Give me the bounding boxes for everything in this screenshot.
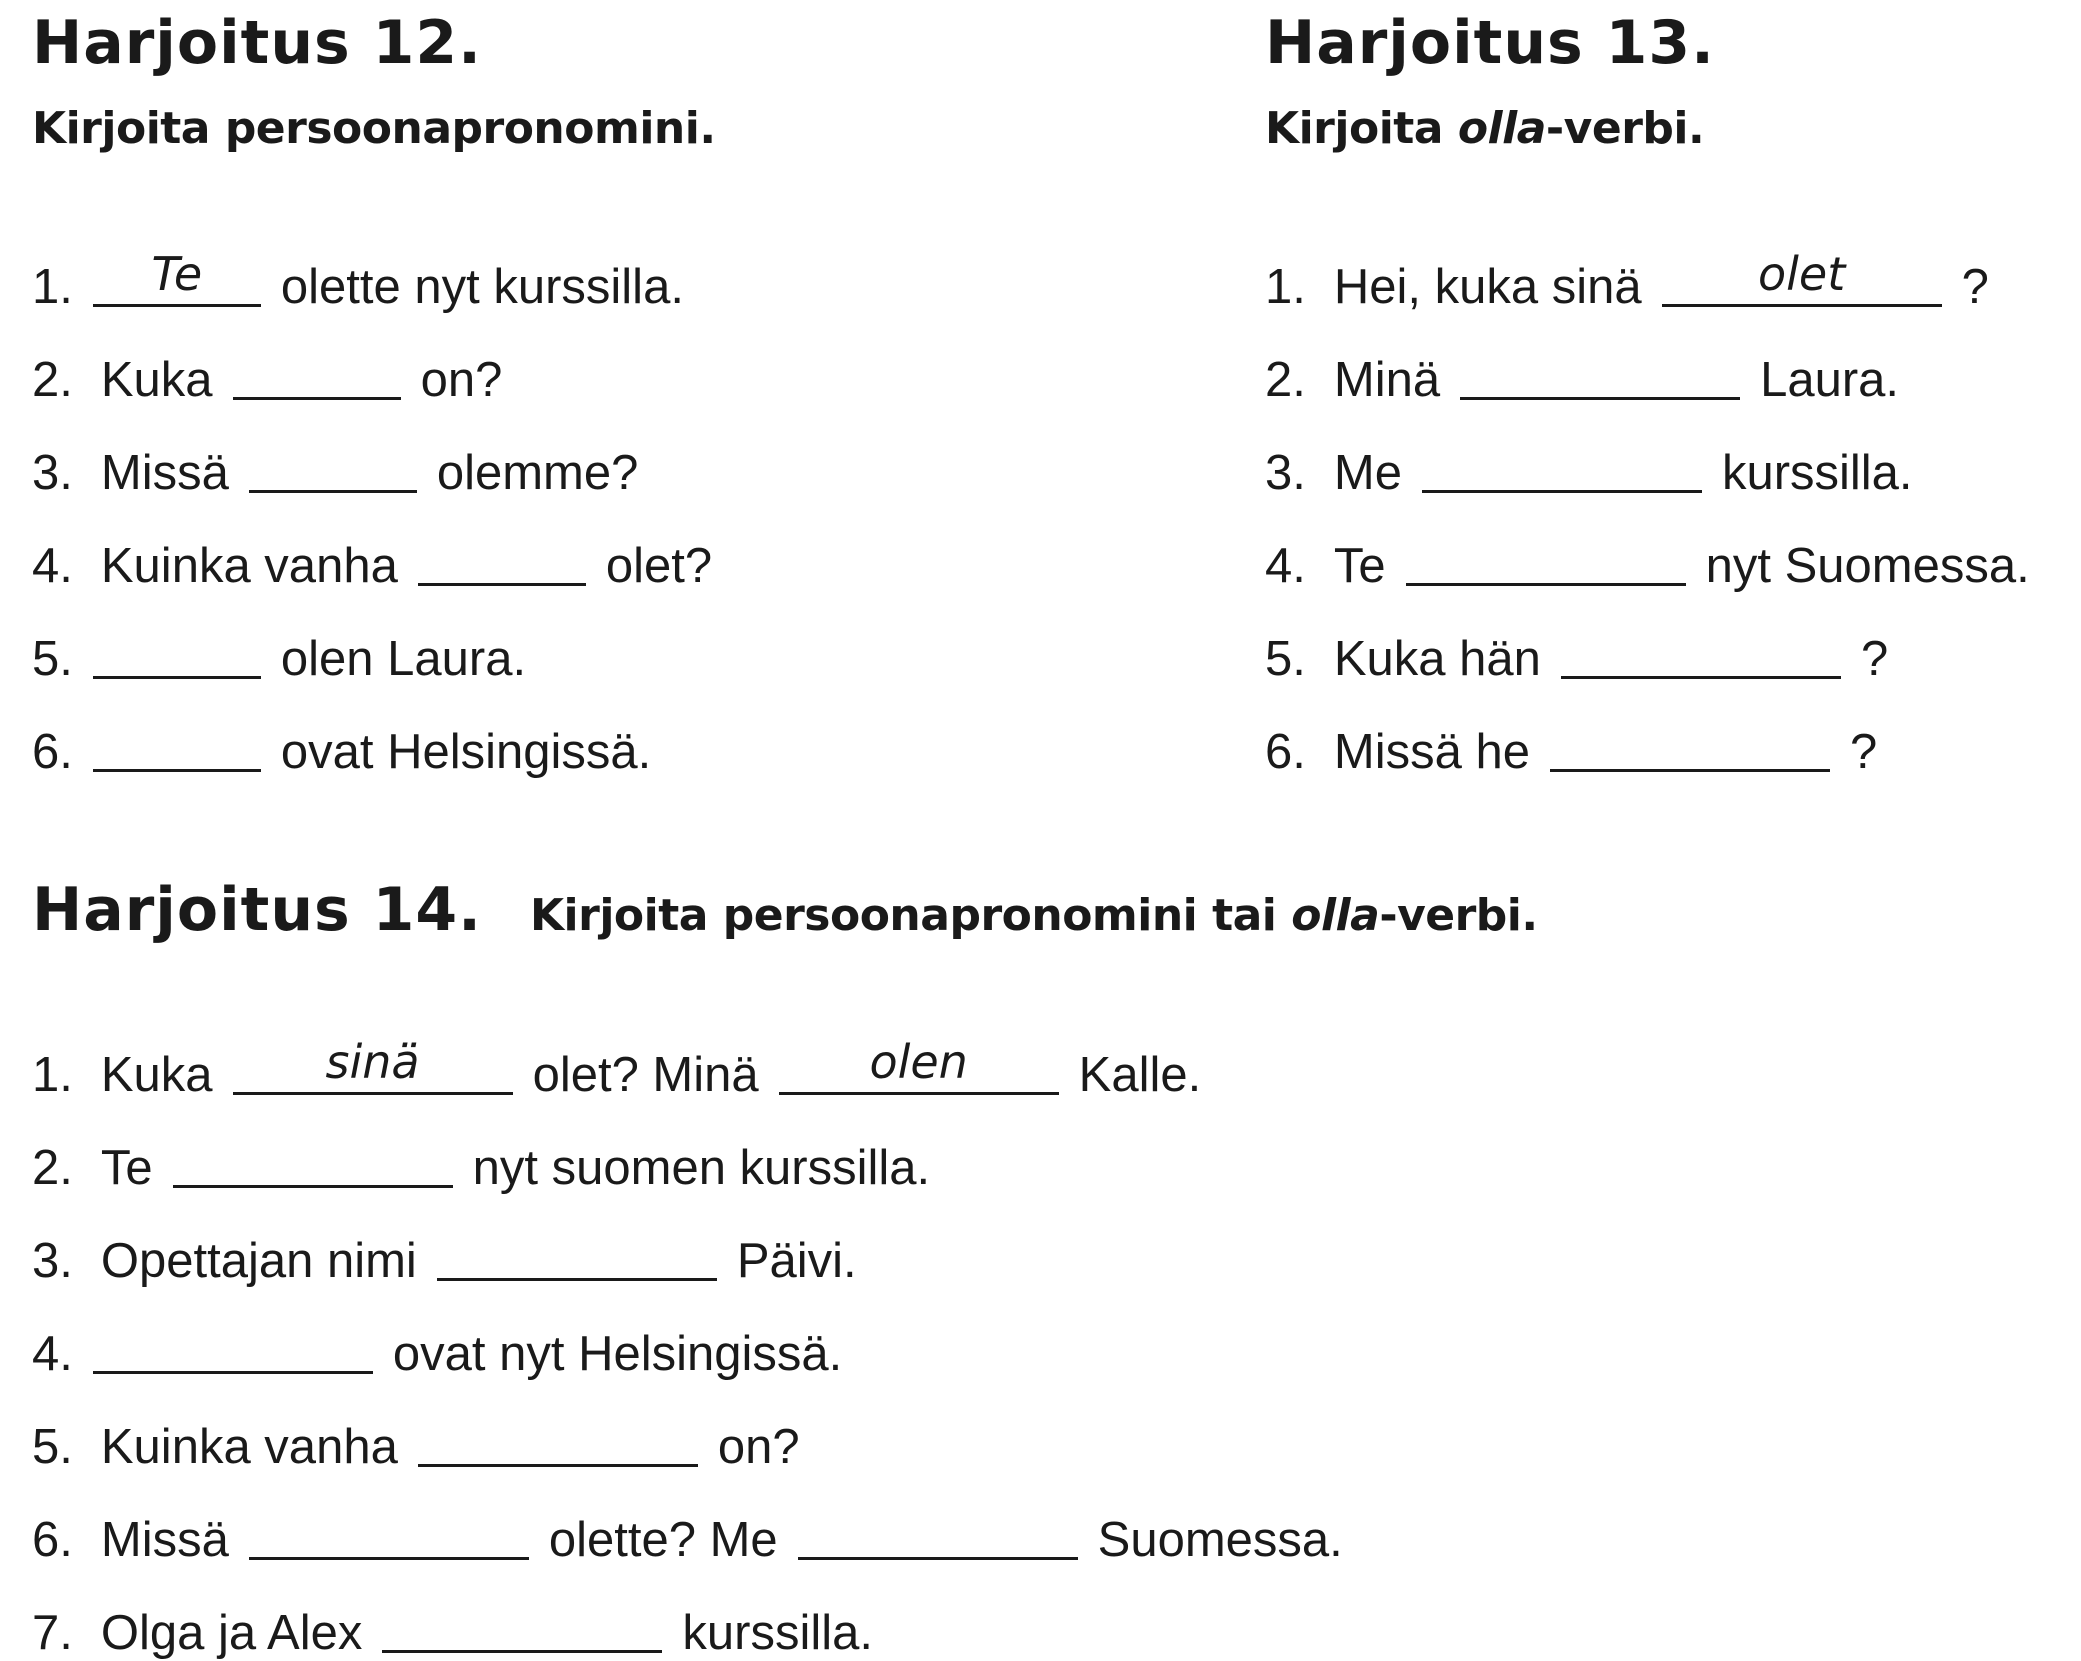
item-number: 1.	[32, 1047, 73, 1102]
answer-blank[interactable]: sinä	[233, 1040, 513, 1095]
item-number: 4.	[32, 538, 73, 593]
exercise-items	[32, 1010, 1357, 1661]
item-text-after: Kalle.	[1078, 1047, 1202, 1102]
exercise-item	[32, 1568, 1357, 1661]
item-text-before: Kuka	[100, 352, 213, 407]
answer-blank-2[interactable]: olen	[779, 1040, 1059, 1095]
exercise-instruction	[1265, 103, 1704, 154]
item-number: 5.	[32, 1419, 73, 1474]
item-text-after: ?	[1961, 259, 1989, 314]
item-number: 5.	[32, 631, 73, 686]
exercise-title: Harjoitus 12.	[32, 8, 482, 78]
exercise-item	[32, 1475, 1357, 1568]
answer-blank[interactable]	[1550, 717, 1830, 772]
answer-blank[interactable]	[382, 1598, 662, 1653]
exercise-items	[32, 222, 726, 780]
answer-blank[interactable]	[173, 1133, 453, 1188]
item-text-after: ovat Helsingissä.	[280, 724, 652, 779]
item-number: 1.	[32, 259, 73, 314]
exercise-item	[1265, 687, 2044, 780]
exercise-item	[32, 1289, 1357, 1382]
answer-blank[interactable]	[233, 345, 401, 400]
answer-blank[interactable]	[249, 438, 417, 493]
exercise-instruction	[530, 890, 1538, 941]
item-number: 3.	[1265, 445, 1306, 500]
item-text-before: Kuka hän	[1333, 631, 1541, 686]
answer-blank[interactable]: Te	[93, 252, 261, 307]
item-text-before: Missä	[100, 1512, 229, 1567]
item-text-before: Missä	[100, 445, 229, 500]
item-text-before: Kuinka vanha	[100, 538, 398, 593]
answer-blank[interactable]	[93, 1319, 373, 1374]
answer-blank[interactable]	[249, 1505, 529, 1560]
item-number: 6.	[32, 1512, 73, 1567]
item-text-after: Suomessa.	[1097, 1512, 1343, 1567]
exercise-item	[32, 408, 726, 501]
item-text-after: olen Laura.	[280, 631, 527, 686]
item-number: 3.	[32, 1233, 73, 1288]
exercise-item	[1265, 594, 2044, 687]
exercise-item	[32, 222, 726, 315]
item-text-after: ?	[1860, 631, 1889, 686]
item-text-before: Me	[1333, 445, 1402, 500]
answer-blank[interactable]	[1406, 531, 1686, 586]
item-number: 7.	[32, 1605, 73, 1660]
answer-blank[interactable]	[418, 531, 586, 586]
item-number: 5.	[1265, 631, 1306, 686]
exercise-instruction: Kirjoita persoonapronomini.	[32, 103, 716, 154]
item-text-after: on?	[717, 1419, 800, 1474]
item-number: 3.	[32, 445, 73, 500]
answer-blank[interactable]	[1422, 438, 1702, 493]
item-text-after: ?	[1849, 724, 1878, 779]
item-text-after: olemme?	[436, 445, 639, 500]
answer-blank[interactable]	[1561, 624, 1841, 679]
item-text-before: Kuka	[100, 1047, 213, 1102]
instruction-italic-word: olla	[1291, 890, 1380, 941]
instruction-text-end: -verbi.	[1379, 890, 1538, 941]
answer-blank[interactable]	[437, 1226, 717, 1281]
item-text-before: Missä he	[1333, 724, 1530, 779]
item-text-before: Hei, kuka sinä	[1333, 259, 1642, 314]
item-text-after: on?	[420, 352, 503, 407]
instruction-italic-word: olla	[1457, 103, 1546, 154]
exercise-header	[32, 875, 1538, 945]
exercise-title: Harjoitus 14.	[32, 875, 482, 945]
exercise-item	[32, 1196, 1357, 1289]
item-text-after: olette nyt kurssilla.	[280, 259, 684, 314]
item-text-middle: olet? Minä	[532, 1047, 759, 1102]
item-number: 4.	[1265, 538, 1306, 593]
exercise-item	[32, 501, 726, 594]
item-text-before: Kuinka vanha	[100, 1419, 398, 1474]
answer-blank[interactable]: olet	[1662, 252, 1942, 307]
item-text-middle: olette? Me	[548, 1512, 778, 1567]
exercise-item	[32, 594, 726, 687]
item-text-after: ovat nyt Helsingissä.	[392, 1326, 843, 1381]
item-text-after: Päivi.	[736, 1233, 857, 1288]
item-number: 4.	[32, 1326, 73, 1381]
item-number: 1.	[1265, 259, 1306, 314]
exercise-item	[1265, 501, 2044, 594]
item-text-before: Opettajan nimi	[100, 1233, 417, 1288]
item-text-before: Olga ja Alex	[100, 1605, 363, 1660]
answer-blank[interactable]	[93, 624, 261, 679]
exercise-item	[32, 1010, 1357, 1103]
exercise-item	[32, 1382, 1357, 1475]
item-text-before: Minä	[1333, 352, 1441, 407]
exercise-item	[32, 1103, 1357, 1196]
item-number: 6.	[1265, 724, 1306, 779]
exercise-item	[32, 687, 726, 780]
exercise-item	[1265, 315, 2044, 408]
answer-blank-2[interactable]	[798, 1505, 1078, 1560]
item-number: 2.	[32, 352, 73, 407]
answer-blank[interactable]	[1460, 345, 1740, 400]
item-number: 6.	[32, 724, 73, 779]
item-text-after: Laura.	[1760, 352, 1900, 407]
exercise-items	[1265, 222, 2044, 780]
exercise-item	[1265, 408, 2044, 501]
item-text-before: Te	[1333, 538, 1386, 593]
item-number: 2.	[32, 1140, 73, 1195]
item-text-before: Te	[100, 1140, 153, 1195]
item-text-after: nyt Suomessa.	[1705, 538, 2030, 593]
instruction-text-end: -verbi.	[1545, 103, 1705, 154]
item-text-after: kurssilla.	[1721, 445, 1913, 500]
exercise-item	[32, 315, 726, 408]
answer-blank[interactable]	[418, 1412, 698, 1467]
instruction-text: Kirjoita	[1265, 103, 1458, 154]
item-number: 2.	[1265, 352, 1306, 407]
instruction-text: Kirjoita persoonapronomini tai	[529, 890, 1292, 941]
item-text-after: olet?	[605, 538, 713, 593]
answer-blank[interactable]	[93, 717, 261, 772]
item-text-after: kurssilla.	[682, 1605, 873, 1660]
exercise-item	[1265, 222, 2044, 315]
exercise-title: Harjoitus 13.	[1265, 8, 1715, 78]
item-text-after: nyt suomen kurssilla.	[472, 1140, 931, 1195]
